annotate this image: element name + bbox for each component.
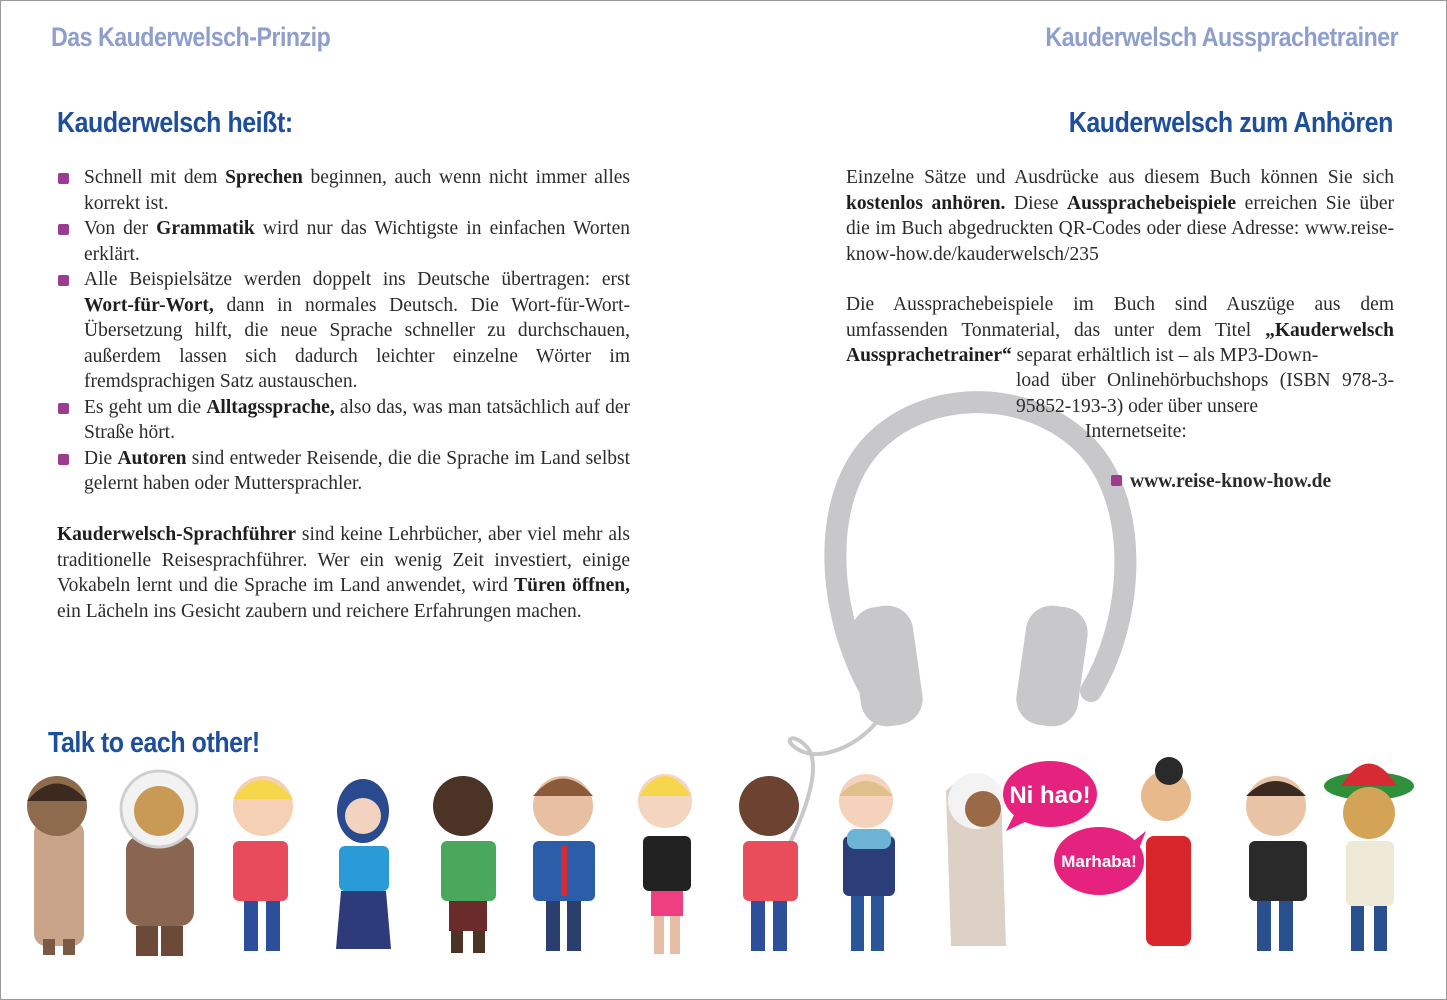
character-glasses-woman [638, 774, 692, 954]
right-running-head: Kauderwelsch Aussprachetrainer [1045, 22, 1398, 52]
list-item: Alle Beispielsätze werden doppelt ins Deutsche übertragen: erst Wort-für-Wort, dann in normales Deutsch. Die Wort-für-Wort-Übersetzung hilft, die neue Sprache schneller zu durchschauen, außerdem lassen sich dadurch leichter einzelne Wörter im fremdsprachigen Satz austauschen. [57, 267, 630, 395]
character-hijab-woman [336, 779, 391, 949]
character-sari-woman [1141, 757, 1191, 946]
character-suit-man [533, 776, 595, 951]
character-blond-boy [233, 776, 293, 951]
speech-bubble-ni-hao [1003, 761, 1097, 831]
character-bearded-man [1246, 776, 1307, 951]
character-green-shirt [433, 776, 496, 953]
bubble-text-marhaba: Marhaba! [1061, 852, 1137, 871]
list-item: Von der Grammatik wird nur das Wichtigste in einfachen Worten erklärt. [57, 216, 630, 267]
character-arab-man [946, 773, 1006, 946]
list-item: Schnell mit dem Sprechen beginnen, auch wenn nicht immer alles korrekt ist. [57, 165, 630, 216]
bubble-text-ni-hao: Ni hao! [1009, 782, 1091, 809]
website-link[interactable]: www.reise-know-how.de [1111, 471, 1331, 493]
character-red-shirt [739, 776, 799, 951]
talk-heading: Talk to each other! [48, 727, 260, 759]
intro-paragraph: Kauderwelsch-Sprachführer sind keine Lehrbücher, aber viel mehr als traditionelle Reisesprachführer. Wer ein wenig Zeit investiert, einige Vokabeln lernt und die Sprache im Land anwendet, wird Türen öffnen, ein Lächeln ins Gesicht zaubern und reichere Erfahrungen machen. [57, 524, 630, 622]
illustration [1, 1, 1446, 999]
trainer-paragraph-continued: load über Onlinehörbuchshops (ISBN 978-3-95852-193-3) oder über unsere [1016, 370, 1394, 417]
list-item: Es geht um die Alltagssprache, also das, was man tatsächlich auf der Straße hört. [57, 395, 630, 446]
character-scarf-person [839, 774, 895, 951]
bullet-square-icon [1111, 475, 1122, 486]
character-sombrero-man [1324, 764, 1414, 952]
character-monk [27, 776, 87, 955]
list-item: Die Autoren sind entweder Reisende, die die Sprache im Land selbst gelernt haben oder Muttersprachler. [57, 446, 630, 497]
character-inuit [121, 771, 197, 956]
speech-bubble-marhaba [1054, 827, 1146, 895]
principle-bullet-list [57, 165, 630, 497]
right-heading: Kauderwelsch zum Anhören [1068, 107, 1393, 139]
left-running-head: Das Kauderwelsch-Prinzip [51, 22, 331, 52]
trainer-paragraph-end: Internetseite: [1085, 421, 1187, 442]
audio-paragraph: Einzelne Sätze und Ausdrücke aus diesem Buch können Sie sich kostenlos anhören. Diese Aussprachebeispiele erreichen Sie über die im Buch abgedruckten QR-Codes oder diese Adresse: www.reise-know-how.de/kauderwelsch/235 [846, 167, 1394, 265]
trainer-paragraph: Die Aussprachebeispiele im Buch sind Auszüge aus dem umfassenden Tonmaterial, das unter dem Titel „Kauderwelsch Aussprachetrainer“ separat erhältlich ist – als MP3-Down- [846, 294, 1394, 366]
left-heading: Kauderwelsch heißt: [57, 107, 293, 139]
